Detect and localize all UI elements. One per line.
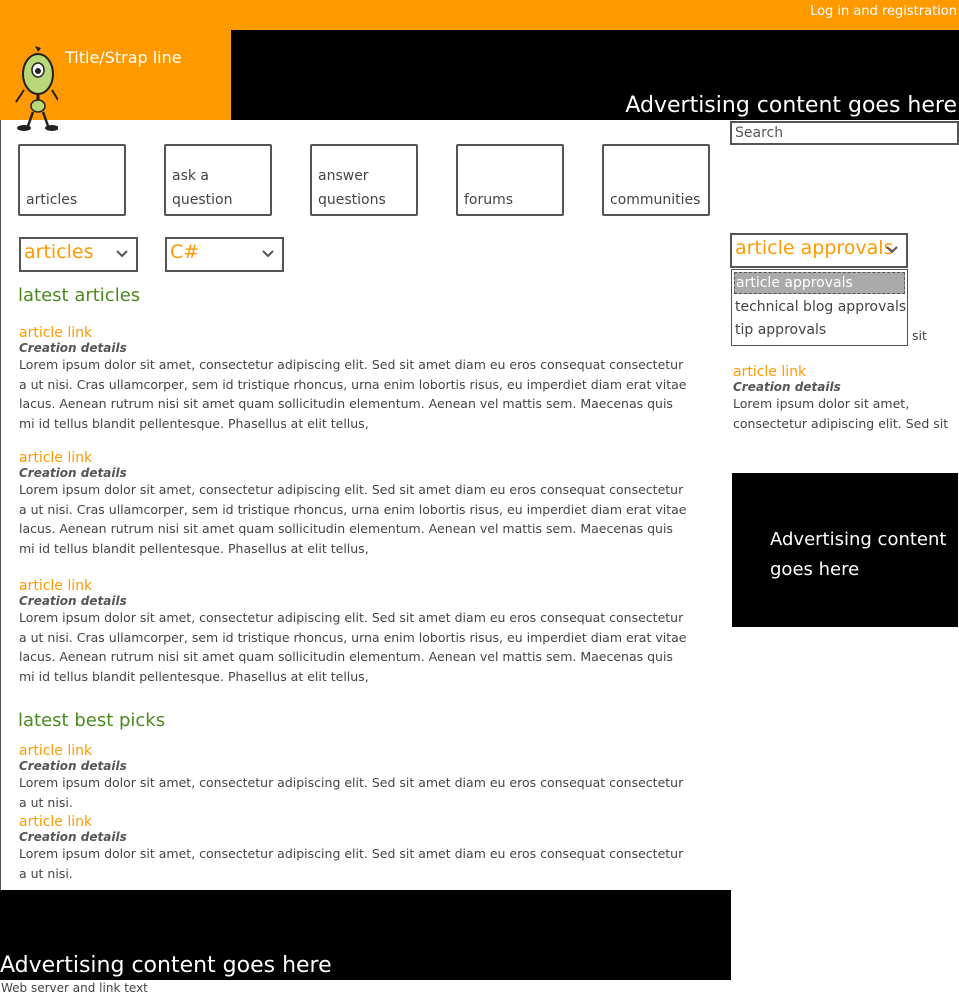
footer-ad-banner[interactable] [0, 890, 731, 980]
topic-dropdown[interactable] [165, 237, 284, 272]
sidebar-article-creation-details: Creation details [733, 380, 841, 394]
sidebar-ad-banner[interactable] [732, 473, 958, 627]
latest-articles-heading: latest articles [18, 285, 141, 306]
header-ad-text: Advertising content goes here [625, 93, 957, 118]
article-summary: Lorem ipsum dolor sit amet, consectetur adipiscing elit. Sed sit amet diam eu eros consequat consectetur a ut nisi. [19, 846, 684, 881]
nav-tile-label: ask a question [172, 168, 233, 208]
nav-tile-answer-questions[interactable] [310, 144, 418, 216]
approvals-option-article[interactable]: article approvals [734, 272, 905, 294]
nav-tile-articles[interactable] [18, 144, 126, 216]
article-item [19, 325, 689, 433]
article-summary: Lorem ipsum dolor sit amet, consectetur adipiscing elit. Sed sit amet diam eu eros consequat consectetur a ut nisi. Cras ullamcorper, sem id tristique rhoncus, urna enim lobortis risus, eu imperdiet diam erat vitae lacus. Aenean rutrum nisi sit amet quam sollicitudin elementum. Aenean vel mattis sem. Maecenas quis mi id tellus blandit pellentesque. Phasellus at elit tellus, [19, 357, 687, 431]
article-creation-details: Creation details [19, 341, 127, 355]
nav-tile-ask-question[interactable] [164, 144, 272, 216]
chevron-down-icon [116, 249, 128, 259]
search-input[interactable] [730, 121, 959, 145]
approvals-dropdown[interactable] [730, 233, 908, 268]
nav-tile-label: communities [610, 192, 701, 208]
mascot-logo-icon[interactable] [2, 46, 58, 132]
content-type-dropdown[interactable] [19, 237, 138, 272]
topic-value: C# [170, 241, 200, 263]
logo-area [0, 30, 231, 120]
article-link[interactable]: article link [19, 578, 93, 594]
article-item [19, 450, 689, 558]
site-title: Title/Strap line [65, 48, 182, 67]
article-summary: Lorem ipsum dolor sit amet, consectetur adipiscing elit. Sed sit amet diam eu eros consequat consectetur a ut nisi. Cras ullamcorper, sem id tristique rhoncus, urna enim lobortis risus, eu imperdiet diam erat vitae lacus. Aenean rutrum nisi sit amet quam sollicitudin elementum. Aenean vel mattis sem. Maecenas quis mi id tellus blandit pellentesque. Phasellus at elit tellus, [19, 482, 687, 556]
content-type-value: articles [24, 241, 94, 263]
left-border-line [0, 120, 1, 980]
article-creation-details: Creation details [19, 594, 127, 608]
sidebar-article-item [733, 364, 953, 433]
chevron-down-icon [886, 245, 898, 255]
chevron-down-icon [262, 249, 274, 259]
nav-tile-label: forums [464, 192, 514, 208]
article-summary: Lorem ipsum dolor sit amet, consectetur adipiscing elit. Sed sit amet diam eu eros consequat consectetur a ut nisi. Cras ullamcorper, sem id tristique rhoncus, urna enim lobortis risus, eu imperdiet diam erat vitae lacus. Aenean rutrum nisi sit amet quam sollicitudin elementum. Aenean vel mattis sem. Maecenas quis mi id tellus blandit pellentesque. Phasellus at elit tellus, [19, 610, 687, 684]
article-item [19, 578, 689, 686]
login-registration-link[interactable]: Log in and registration [810, 4, 957, 19]
nav-tile-communities[interactable] [602, 144, 710, 216]
article-link[interactable]: article link [19, 743, 93, 759]
nav-tile-forums[interactable] [456, 144, 564, 216]
sidebar-partial-text: sit [912, 328, 927, 343]
best-pick-item [19, 814, 689, 883]
article-link[interactable]: article link [19, 325, 93, 341]
best-pick-item [19, 743, 689, 812]
footer-link-text[interactable]: Web server and link text [1, 981, 148, 995]
sidebar-article-summary: Lorem ipsum dolor sit amet, consectetur adipiscing elit. Sed sit [733, 396, 949, 431]
header-ad-banner[interactable] [231, 30, 959, 120]
nav-tile-label: answer questions [318, 168, 386, 208]
nav-tile-label: articles [26, 192, 78, 208]
approvals-option-tip[interactable]: tip approvals [735, 322, 827, 338]
approvals-option-technical-blog[interactable]: technical blog approvals [735, 299, 907, 315]
approvals-options-list [731, 269, 908, 346]
article-creation-details: Creation details [19, 466, 127, 480]
sidebar-ad-text: Advertising content goes here [770, 529, 947, 580]
article-creation-details: Creation details [19, 830, 127, 844]
article-link[interactable]: article link [19, 814, 93, 830]
article-summary: Lorem ipsum dolor sit amet, consectetur adipiscing elit. Sed sit amet diam eu eros consequat consectetur a ut nisi. [19, 775, 684, 810]
article-creation-details: Creation details [19, 759, 127, 773]
footer-ad-text: Advertising content goes here [0, 953, 332, 978]
best-picks-heading: latest best picks [18, 710, 166, 731]
article-link[interactable]: article link [19, 450, 93, 466]
sidebar-article-link[interactable]: article link [733, 364, 807, 380]
approvals-selected-value: article approvals [735, 237, 894, 259]
